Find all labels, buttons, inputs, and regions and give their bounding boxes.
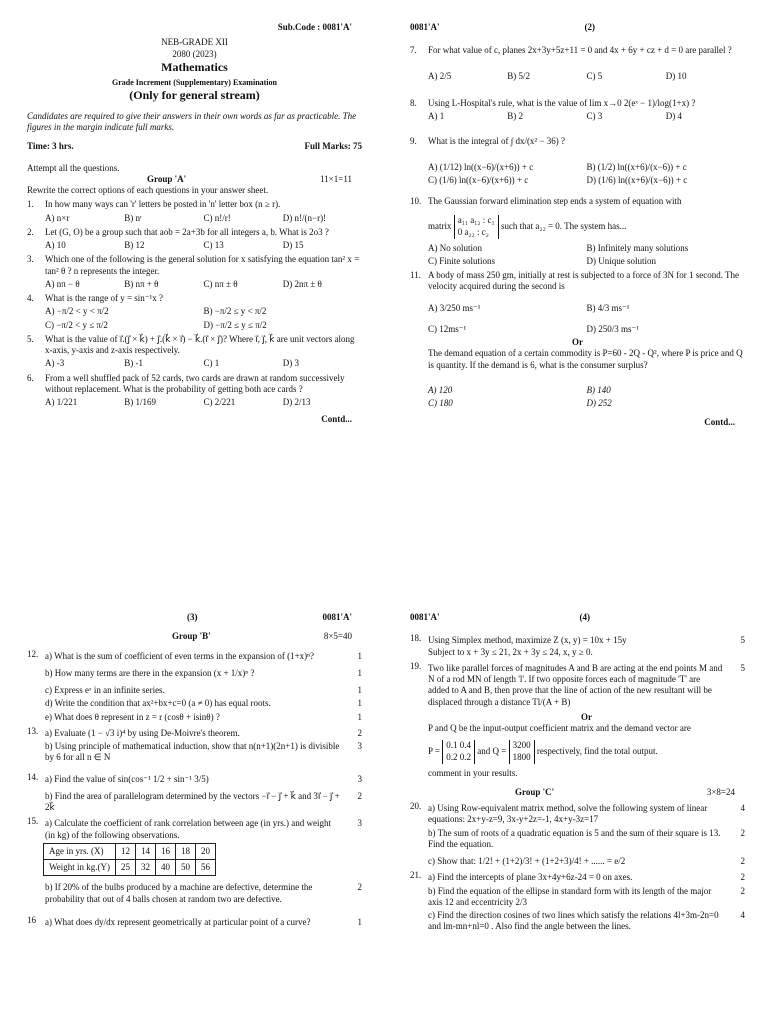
question-11-options-row2: C) 12ms⁻¹ D) 250/3 ms⁻¹ [428, 323, 639, 334]
question-4: 4. What is the range of y = sin⁻¹x ? [27, 293, 163, 303]
question-20b: b) The sum of roots of a quadratic equation is 5 and the sum of their square is 13. Find the equation. 2 [428, 827, 745, 849]
question-21: 21. a) Find the intercepts of plane 3x+4y+6z-24 = 0 on axes. 2 b) Find the equation of the ellipse in standard form with its length of the major axis 12 and eccentricity 2/3 2 c) Find the direction cosines of two lines which satisfy the relations 4l+3m-2n=0 and lm-mn+nl=0 . Also find the angle between the lines. 4 [410, 870, 745, 932]
age-weight-table [43, 843, 216, 877]
question-15b: b) If 20% of the bulbs produced by a machine are defective, determine the probability that out of 4 balls chosen at random two are defective. 2 [45, 882, 362, 904]
question-21b: b) Find the equation of the ellipse in standard form with its length of the major axis 12 and eccentricity 2/3 2 [428, 885, 745, 907]
question-10-options-row1: A) No solution B) Infinitely many solutions [428, 242, 689, 253]
question-18: 18. Using Simplex method, maximize Z (x, y) = 10x + 15y 5 Subject to x + 3y ≤ 21, 2x + 3y ≤ 24, x, y ≥ 0. [410, 633, 745, 657]
question-10-options-row2: C) Finite solutions D) Unique solution [428, 255, 656, 266]
page-number: (4) [579, 612, 590, 622]
augmented-matrix: a₁₁ a₁₂ : c₁ 0 a₂₂ : c₂ [454, 215, 499, 238]
stream-note: (Only for general stream) [129, 87, 260, 102]
question-6-options: A) 1/221 B) 1/169 C) 2/221 D) 2/13 [45, 397, 311, 407]
question-14: 14. a) Find the value of sin(cos⁻¹ 1/2 + sin⁻¹ 3/5) 3 b) Find the area of parallelogram determined by the vectors −i⃗ − j⃗ + k⃗ and 3i⃗ − j⃗ + 2k⃗ 2 [27, 771, 362, 812]
question-11-alt-options-row2: C) 180 D) 252 [428, 398, 612, 409]
question-4-options-row1: A) −π/2 < y < π/2 B) −π/2 ≤ y < π/2 [45, 306, 267, 317]
question-11-alternative: The demand equation of a certain commodity is P=60 - 2Q - Q², where P is price and Q is quantity. If the demand is 6, what is the consumer surplus? [428, 348, 743, 370]
question-6: 6. From a well shuffled pack of 52 cards, two cards are drawn at random successively without replacement. What is the probability of getting both ace cards ? [27, 372, 345, 394]
subject-code: Sub.Code : 0081'A' [277, 22, 352, 32]
paper-code: 0081'A' [410, 612, 440, 622]
question-12b: b) How many terms are there in the expansion (x + 1/x)ⁿ ? 1 [45, 667, 362, 678]
question-16a: a) What does dy/dx represent geometrically at particular point of a curve? 1 [45, 916, 362, 927]
paper-code: 0081'A' [410, 22, 440, 32]
question-20c: c) Show that: 1/2! + (1+2)/3! + (1+2+3)/4! + ...... = e/2 2 [428, 856, 745, 867]
question-3-options: A) nπ − θ B) nπ + θ C) nπ ± θ D) 2nπ ± θ [45, 278, 322, 289]
paper-code: 0081'A' [322, 612, 352, 622]
question-12d: d) Write the condition that ax²+bx+c=0 (a ≠ 0) has equal roots. 1 [45, 698, 362, 709]
full-marks-label: Full Marks: 75 [304, 141, 362, 152]
question-16: 16 a) What does dy/dx represent geometrically at particular point of a curve? 1 [27, 914, 362, 927]
group-a-marks: 11×1=11 [320, 173, 352, 184]
attempt-note: Attempt all the questions. [27, 162, 120, 173]
question-5: 5. What is the value of i⃗.(j⃗ × k⃗) + j⃗.(k⃗ × i⃗) − k⃗.(i⃗ × j⃗)? Where i⃗, j⃗, k⃗ are unit vectors along x-axis, y-axis and z-axis respectively. [27, 333, 355, 355]
group-c-title: Group 'C' [515, 786, 555, 797]
group-a-header [27, 174, 362, 185]
question-9-options-row1: A) (1/12) ln((x−6)/(x+6)) + c B) (1/2) ln((x+6)/(x−6)) + c [428, 161, 687, 172]
question-11-options-row1: A) 3/250 ms⁻¹ B) 4/3 ms⁻¹ [428, 302, 630, 313]
question-9: 9. What is the integral of ∫ dx/(x² − 36) ? [410, 136, 565, 147]
contd-label: Contd... [704, 417, 735, 428]
board-name: NEB-GRADE XII [161, 37, 228, 48]
question-11: 11. A body of mass 250 gm, initially at rest is subjected to a force of 3N for 1 second. The velocity acquired during the second is [410, 270, 740, 292]
question-7-options: A) 2/5 B) 5/2 C) 5 D) 10 [428, 70, 687, 81]
question-11-alt-options-row1: A) 120 B) 140 [428, 384, 611, 395]
time-marks-row [27, 141, 362, 152]
group-b-marks: 8×5=40 [323, 631, 352, 642]
question-2: 2. Let (G, O) be a group such that aob = 2a+3b for all integers a, b. What is 2o3 ? [27, 226, 329, 237]
question-9-options-row2: C) (1/6) ln((x−6)/(x+6)) + c D) (1/6) ln((x+6)/(x−6)) + c [428, 174, 688, 185]
question-12c: c) Express eˣ in an infinite series. 1 [45, 685, 362, 695]
subject-title: Mathematics [161, 59, 228, 74]
question-8: 8. Using L-Hospital's rule, what is the value of lim x→0 2(eˣ − 1)/log(1+x) ? [410, 97, 696, 108]
group-b-header [27, 631, 362, 642]
question-12a: a) What is the sum of coefficient of even terms in the expansion of (1+x)ⁿ? 1 [45, 650, 362, 661]
group-c-marks: 3×8=24 [706, 786, 735, 797]
question-1: 1. In how many ways can 'r' letters be posted in 'n' letter box (n ≥ r). [27, 199, 281, 210]
exam-year: 2080 (2023) [172, 48, 217, 59]
page-4 [410, 612, 745, 933]
page-number: (3) [187, 612, 198, 622]
question-13: 13. a) Evaluate (1 − √3 i)⁴ by using De-Moivre's theorem. 2 b) Using principle of mathematical induction, show that n(n+1)(2n+1) is divisible by 6 for all n ∈ N 3 [27, 725, 362, 763]
question-10-matrix: matrix a₁₁ a₁₂ : c₁ 0 a₂₂ : c₂ such that a₂₂ = 0. The system has... [428, 215, 627, 237]
question-20: 20. a) Using Row-equivalent matrix method, solve the following system of linear equations: 2x+y-z=9, 3x-y+2z=-1, 4x+y-3z=17 4 b) The sum of roots of a quadratic equation is 5 and the sum of their square is 13. Find the equation. 2 c) Show that: 1/2! + (1+2)/3! + (1+2+3)/4! + ...... = e/2 2 [410, 801, 745, 867]
question-5-options: A) -3 B) -1 C) 1 D) 3 [45, 358, 299, 369]
page-2-header [410, 22, 745, 33]
contd-label: Contd... [321, 414, 352, 425]
rewrite-note: Rewrite the correct options of each questions in your answer sheet. [27, 185, 269, 195]
question-15: 15. a) Calculate the coefficient of rank correlation between age (in yrs.) and weight (in kg) of the following observations. 3 [27, 816, 362, 840]
question-21a: a) Find the intercepts of plane 3x+4y+6z-24 = 0 on axes. 2 [428, 872, 745, 883]
question-4-options-row2: C) −π/2 < y ≤ π/2 D) −π/2 ≤ y ≤ π/2 [45, 319, 267, 330]
question-12e: e) What does θ represent in z = r (cosθ + isinθ) ? 1 [45, 711, 362, 722]
time-label: Time: 3 hrs. [27, 141, 74, 152]
instructions: Candidates are required to give their answers in their own words as far as practicable. The figures in the margin indicate full marks. [27, 110, 357, 132]
input-output-matrices: P = 0.1 0.4 0.2 0.2 and Q = 3200 1800 respectively, find the total output. [428, 740, 658, 762]
page-2 [410, 22, 745, 429]
question-21c: c) Find the direction cosines of two lines which satisfy the relations 4l+3m-2n=0 and lm-mn+nl=0 . Also find the angle between the lines. 4 [428, 910, 745, 932]
matrix-p: 0.1 0.4 0.2 0.2 [442, 740, 475, 763]
question-1-options: A) n×r B) nʳ C) n!/r! D) n!/(n−r)! [45, 212, 327, 223]
question-15a: a) Calculate the coefficient of rank correlation between age (in yrs.) and weight (in kg) of the following observations. 3 [45, 818, 362, 840]
question-3: 3. Which one of the following is the general solution for x satisfying the equation tan² x = tan² θ ? n represents the integer. [27, 254, 360, 276]
question-13b: b) Using principle of mathematical induction, show that n(n+1)(2n+1) is divisible by 6 for all n ∈ N 3 [45, 741, 362, 763]
question-8-options: A) 1 B) 2 C) 3 D) 4 [428, 111, 682, 121]
question-19: 19. Two like parallel forces of magnitudes A and B are acting at the end points M and N of a rod MN of length 'l'. If two opposite forces each of magnitude 'T' are added to A and B, then prove that the line of action of the new resultant will be displaced through a distance Tl/(A + B) 5 Or P and Q be the input-output coefficient matrix and the demand vector are P = 0.1 0.4 0.2 0.2 and Q = 3200 1800 respectively, find the total output. comment in your results. [410, 660, 745, 778]
question-14a: a) Find the value of sin(cos⁻¹ 1/2 + sin⁻¹ 3/5) 3 [45, 773, 362, 784]
table-row: Age in yrs. (X) 12 14 16 18 20 [44, 843, 216, 859]
page-3-header [27, 612, 362, 623]
group-a-title: Group 'A' [147, 173, 187, 184]
question-14b: b) Find the area of parallelogram determined by the vectors −i⃗ − j⃗ + k⃗ and 3i⃗ − j⃗ + 2k⃗ 2 [45, 790, 362, 812]
page-1 [27, 22, 362, 426]
or-label: Or [572, 337, 583, 348]
matrix-q: 3200 1800 [509, 740, 535, 763]
group-b-title: Group 'B' [172, 631, 211, 642]
page-number: (2) [584, 22, 595, 32]
page-4-header [410, 612, 745, 623]
question-7: 7. For what value of c, planes 2x+3y+5z+11 = 0 and 4x + 6y + cz + d = 0 are parallel ? [410, 45, 732, 56]
question-13a: a) Evaluate (1 − √3 i)⁴ by using De-Moivre's theorem. 2 [45, 727, 362, 738]
question-2-options: A) 10 B) 12 C) 13 D) 15 [45, 240, 304, 250]
table-row: Weight in kg.(Y) 25 32 40 50 56 [44, 860, 216, 876]
exam-title: Grade Increment (Supplementary) Examination [112, 77, 277, 87]
group-c-header [410, 787, 745, 798]
question-12: 12. a) What is the sum of coefficient of even terms in the expansion of (1+x)ⁿ? 1 b) How many terms are there in the expansion (x + 1/x)ⁿ ? 1 c) Express eˣ in an infinite series. 1 d) Write the condition that ax²+bx+c=0 (a ≠ 0) has equal roots. 1 e) What does θ represent in z = r (cosθ + isinθ) ? 1 [27, 648, 362, 722]
page-3 [27, 612, 362, 928]
question-10: 10. The Gaussian forward elimination step ends a system of equation with [410, 196, 682, 206]
or-label: Or [581, 711, 592, 722]
question-20a: a) Using Row-equivalent matrix method, solve the following system of linear equations: 2x+y-z=9, 3x-y+2z=-1, 4x+y-3z=17 4 [428, 803, 745, 825]
